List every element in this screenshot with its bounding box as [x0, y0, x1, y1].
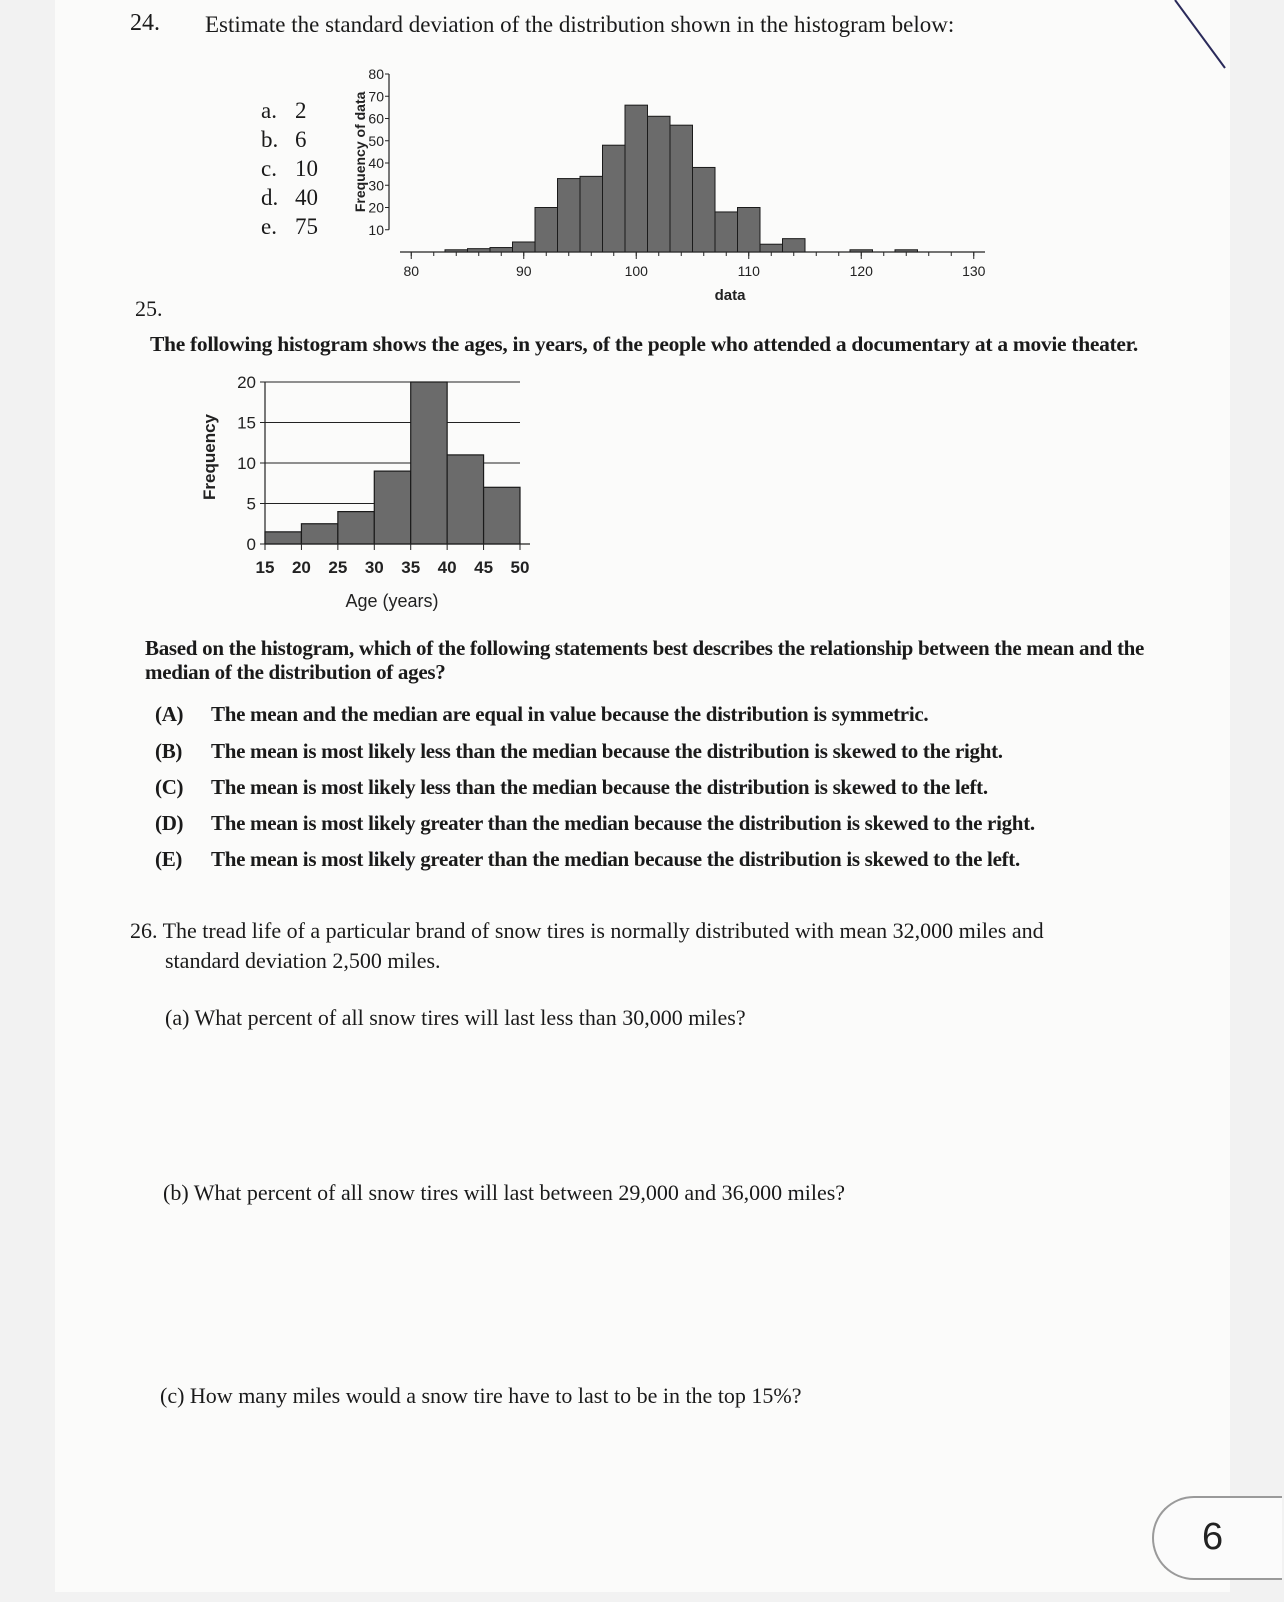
y-tick-label: 20	[368, 199, 384, 216]
q25-choice	[155, 702, 928, 727]
q25-histogram	[135, 368, 555, 628]
q24-option-value: 40	[295, 185, 318, 210]
q25-choice-letter: (E)	[155, 847, 183, 871]
q25-intro: The following histogram shows the ages, in years, of the people who attended a documentary at a movie theater.	[150, 332, 1138, 356]
histogram-bar	[625, 105, 648, 252]
y-tick-label: 30	[368, 177, 384, 194]
histogram-bar	[760, 244, 783, 252]
x-tick-label: 100	[624, 263, 648, 279]
x-tick-label: 120	[849, 263, 873, 279]
x-axis-label: data	[714, 287, 746, 304]
q24-option-value: 75	[295, 214, 318, 239]
histogram-bar	[301, 524, 337, 544]
y-axis-label: Frequency	[200, 414, 219, 500]
y-axis-label: Frequency of data	[352, 91, 368, 213]
q24-option-letter: a.	[261, 98, 277, 123]
q25-question: Based on the histogram, which of the following statements best describes the relationship between the mean and the median of the distribution of ages?	[145, 636, 1145, 684]
histogram-bar	[484, 487, 520, 544]
y-tick-label: 80	[368, 66, 384, 82]
page-number: 6	[1202, 1516, 1224, 1558]
y-tick-label: 15	[237, 413, 256, 433]
histogram-bar	[535, 208, 558, 253]
q25-choice-letter: (B)	[155, 739, 183, 763]
q24-option	[261, 185, 318, 211]
q24-option	[261, 156, 318, 182]
x-tick-label: 40	[437, 558, 457, 577]
histogram-bar	[445, 250, 468, 252]
q26-prompt-line2: standard deviation 2,500 miles.	[165, 948, 441, 973]
q25-choice-letter: (C)	[155, 775, 184, 799]
x-tick-label: 90	[515, 263, 532, 279]
histogram-bar	[738, 208, 761, 253]
y-tick-label: 70	[368, 88, 384, 105]
histogram-bar	[850, 250, 873, 252]
q24-option-letter: c.	[261, 156, 277, 181]
q25-choice	[155, 739, 1003, 764]
q24-prompt: Estimate the standard deviation of the distribution shown in the histogram below:	[205, 12, 955, 37]
histogram-bar	[411, 382, 447, 544]
histogram-bar	[490, 248, 513, 252]
histogram-bar	[895, 250, 918, 252]
q25-choice-text: The mean is most likely greater than the median because the distribution is skewed to the right.	[211, 811, 1035, 835]
q26a-text: (a) What percent of all snow tires will last less than 30,000 miles?	[165, 1005, 746, 1030]
x-tick-label: 35	[401, 558, 421, 577]
q24-option-value: 2	[295, 98, 307, 123]
x-tick-label: 110	[737, 263, 760, 279]
x-tick-label: 30	[364, 558, 384, 577]
q26c-text: (c) How many miles would a snow tire have to last to be in the top 15%?	[160, 1383, 802, 1408]
q24-option	[261, 98, 307, 124]
q24-option	[261, 214, 318, 240]
histogram-bar	[447, 455, 483, 544]
y-tick-label: 40	[368, 155, 384, 171]
y-tick-label: 50	[368, 132, 384, 149]
q24-option	[261, 127, 307, 153]
q25-choice	[155, 847, 1020, 872]
q25-number: 25.	[135, 296, 163, 321]
x-tick-label: 15	[255, 558, 275, 577]
histogram-bar	[265, 532, 301, 544]
y-tick-label: 10	[237, 454, 256, 473]
histogram-bar	[558, 179, 581, 252]
q26-prompt-line1: 26. The tread life of a particular brand of snow tires is normally distributed with mean 32,000 miles and	[130, 918, 1044, 943]
q24-number: 24.	[130, 10, 160, 36]
q25-choice	[155, 811, 1035, 836]
q25-choice-text: The mean is most likely less than the median because the distribution is skewed to the left.	[211, 775, 988, 799]
q24-option-letter: e.	[261, 214, 277, 239]
q25-choice-text: The mean is most likely greater than the median because the distribution is skewed to the left.	[211, 847, 1020, 871]
q25-choice-text: The mean and the median are equal in value because the distribution is symmetric.	[211, 702, 929, 726]
histogram-bar	[338, 512, 374, 544]
histogram-bar	[648, 116, 671, 252]
y-tick-label: 5	[246, 494, 256, 514]
y-tick-label: 10	[368, 221, 384, 238]
y-tick-label: 0	[246, 535, 256, 554]
x-tick-label: 130	[962, 263, 985, 279]
histogram-bar	[468, 249, 491, 252]
x-tick-label: 25	[328, 558, 348, 577]
histogram-bar	[715, 212, 738, 252]
worksheet-page	[55, 0, 1230, 1592]
histogram-bar	[580, 176, 603, 252]
histogram-bar	[670, 125, 693, 252]
q24-option-value: 10	[295, 156, 318, 181]
x-axis-label: Age (years)	[345, 591, 439, 611]
pen-mark	[1170, 0, 1230, 80]
q25-choice-letter: (D)	[155, 811, 184, 835]
x-tick-label: 80	[403, 263, 420, 279]
histogram-bar	[783, 239, 806, 252]
q25-choice-text: The mean is most likely less than the median because the distribution is skewed to the right.	[211, 739, 1003, 763]
q24-option-letter: d.	[261, 185, 279, 210]
q26b-text: (b) What percent of all snow tires will last between 29,000 and 36,000 miles?	[163, 1180, 846, 1205]
q24-option-letter: b.	[261, 127, 279, 152]
q25-choice	[155, 775, 988, 800]
histogram-bar	[603, 145, 626, 252]
x-tick-label: 50	[510, 558, 530, 577]
page-number-badge	[1152, 1496, 1282, 1580]
q25-choice-letter: (A)	[155, 702, 184, 726]
x-tick-label: 45	[474, 558, 494, 577]
q24-option-value: 6	[295, 127, 307, 152]
y-tick-label: 60	[368, 110, 384, 127]
q24-histogram	[345, 60, 985, 310]
x-tick-label: 20	[291, 558, 311, 577]
histogram-bar	[374, 471, 410, 544]
y-tick-label: 20	[237, 373, 256, 392]
histogram-bar	[693, 167, 716, 252]
histogram-bar	[513, 242, 536, 252]
